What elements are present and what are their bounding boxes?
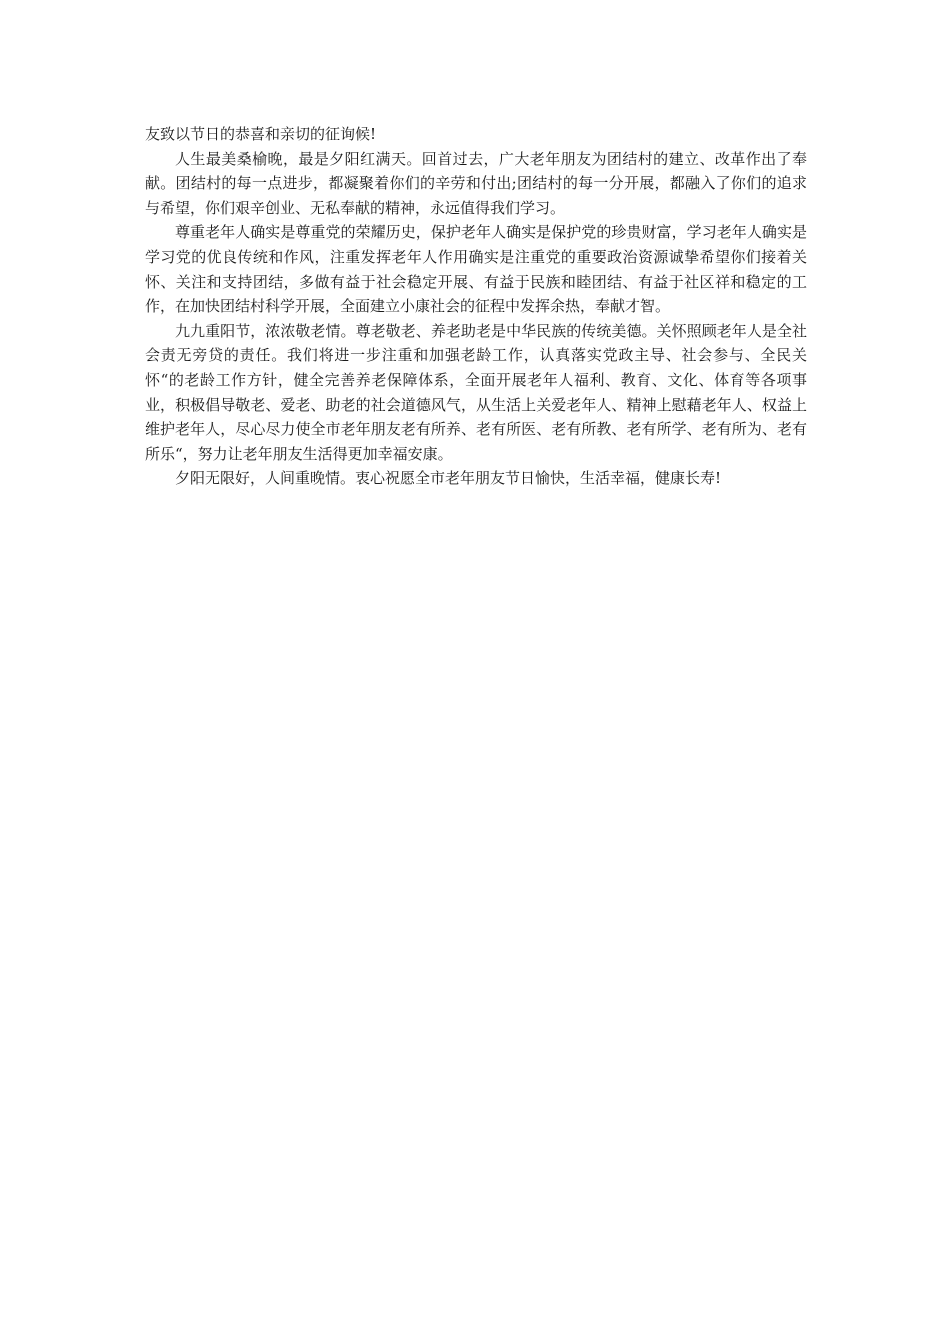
paragraph-closing-wishes: 夕阳无限好，人间重晚情。衷心祝愿全市老年朋友节日愉快，生活幸福，健康长寿! (175, 469, 722, 488)
paragraph-double-ninth: 九九重阳节，浓浓敬老情。尊老敬老、养老助老是中华民族的传统美德。关怀照顾老年人是全社会责无旁贷的责任。我们将进一步注重和加强老龄工作，认真落实党政主导、社会参与、全民关怀“的老龄工作方针，健全完善养老保障体系，全面开展老年人福利、教育、文化、体育等各项事业，积极倡导敬老、爱老、助老的社会道德风气，从生活上关爱老年人、精神上慰藉老年人、权益上维护老年人，尽心尽力使全市老年朋友老有所养、老有所医、老有所教、老有所学、老有所为、老有所乐“，努力让老年朋友生活得更加幸福安康。 (145, 321, 807, 463)
paragraph-continuation: 友致以节日的恭喜和亲切的征询候! (145, 125, 377, 143)
document-body (145, 122, 807, 491)
paragraph-tribute: 人生最美桑榆晚，最是夕阳红满天。回首过去，广大老年朋友为团结村的建立、改革作出了奉献。团结村的每一点进步，都凝聚着你们的辛劳和付出;团结村的每一分开展，都融入了你们的追求与希望，你们艰辛创业、无私奉献的精神，永远值得我们学习。 (145, 149, 807, 217)
paragraph-respect: 尊重老年人确实是尊重党的荣耀历史，保护老年人确实是保护党的珍贵财富，学习老年人确实是学习党的优良传统和作风，注重发挥老年人作用确实是注重党的重要政治资源诚挚希望你们接着关怀、关注和支持团结，多做有益于社会稳定开展、有益于民族和睦团结、有益于社区祥和稳定的工作，在加快团结村科学开展，全面建立小康社会的征程中发挥余热，奉献才智。 (145, 223, 807, 316)
